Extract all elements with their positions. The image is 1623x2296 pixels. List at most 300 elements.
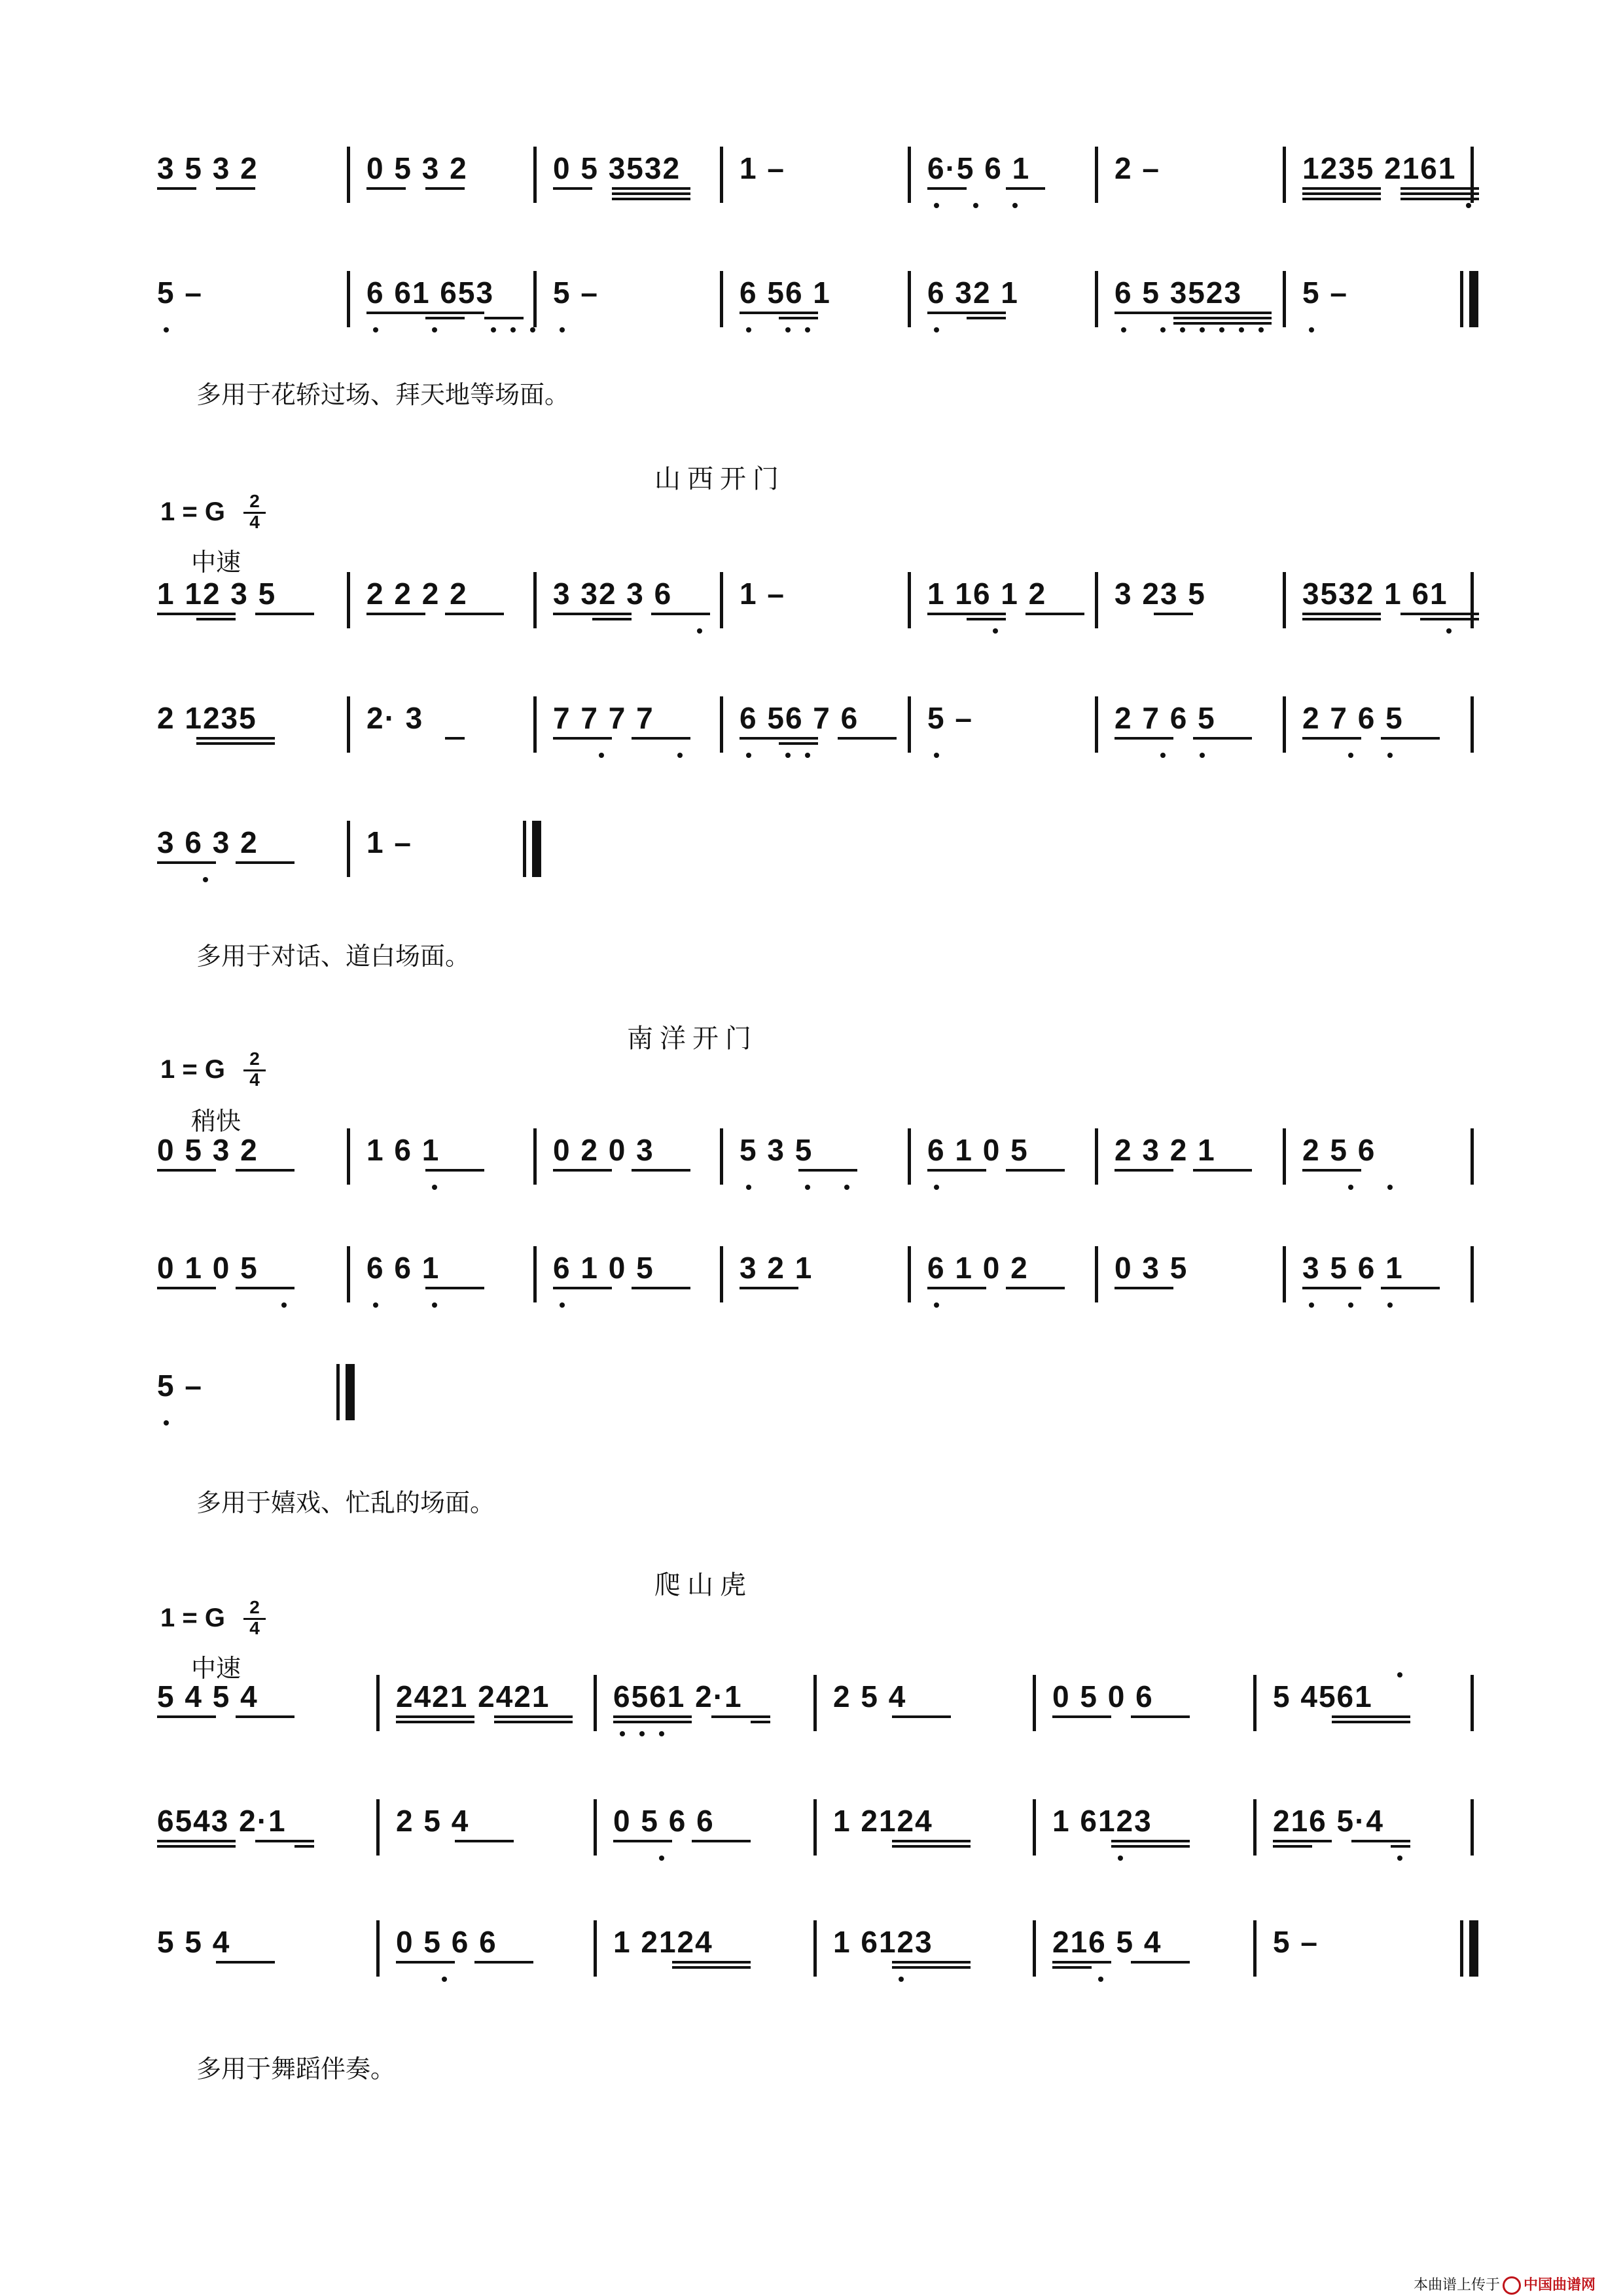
low-octave-dot (1466, 203, 1471, 208)
beam-underline (927, 1287, 986, 1289)
beam-underline (484, 317, 524, 319)
barline (1095, 572, 1098, 628)
measure (157, 262, 334, 340)
meter-denominator: 4 (249, 1069, 260, 1090)
low-octave-dot (993, 628, 998, 634)
measure (366, 137, 520, 216)
measure (553, 687, 707, 766)
low-octave-dot (1397, 1856, 1402, 1861)
measure-notes: 3 32 3 6 (553, 577, 673, 611)
beam-underline (1154, 613, 1193, 615)
key-signature: 1 = G (160, 1055, 225, 1084)
beam-underline (1302, 1287, 1361, 1289)
measure-notes: 2 2 2 2 (366, 577, 468, 611)
staff-row (157, 1237, 1479, 1316)
measure (366, 812, 520, 890)
barline (1095, 1246, 1098, 1302)
measure (366, 1119, 520, 1198)
beam-underline (1026, 613, 1084, 615)
beam-underline (157, 1169, 216, 1172)
beam-underline (396, 1961, 455, 1964)
measure (1273, 1790, 1457, 1869)
barline (908, 1246, 911, 1302)
barline (1471, 1128, 1474, 1185)
meter-denominator: 4 (249, 512, 260, 532)
low-octave-dot (1309, 1302, 1314, 1308)
measure-notes: 5 – (553, 276, 599, 310)
barline (720, 572, 723, 628)
measure-notes: 6 1 0 2 (927, 1251, 1029, 1285)
beam-underline (613, 1721, 692, 1723)
low-octave-dot (934, 1185, 939, 1190)
beam-underline (216, 187, 255, 190)
measure-notes: 6 5 3523 (1115, 276, 1243, 310)
measure (553, 1237, 707, 1316)
low-octave-dot (1121, 327, 1126, 332)
measure (740, 137, 895, 216)
measure (740, 262, 895, 340)
measure (1115, 1237, 1270, 1316)
low-octave-dot (659, 1731, 664, 1736)
measure (366, 262, 520, 340)
measure (613, 1911, 800, 1990)
beam-underline (236, 1287, 294, 1289)
beam-underline (553, 1287, 612, 1289)
beam-underline (967, 317, 1006, 319)
beam-underline (798, 1169, 857, 1172)
barline (1253, 1675, 1257, 1731)
barline (347, 1128, 350, 1185)
beam-underline (494, 1715, 573, 1718)
barline (908, 1128, 911, 1185)
beam-underline (1302, 737, 1361, 740)
beam-underline (892, 1845, 971, 1848)
measure (740, 687, 895, 766)
low-octave-dot (1309, 327, 1314, 332)
low-octave-dot (805, 753, 810, 758)
measure-notes: 0 2 0 3 (553, 1133, 654, 1167)
beam-underline (1115, 737, 1173, 740)
tempo-marking: 稍快 (191, 1107, 241, 1136)
low-octave-dot (164, 327, 169, 332)
measure (1052, 1790, 1240, 1869)
beam-underline (1115, 1287, 1173, 1289)
measure-notes: 216 5 4 (1052, 1925, 1162, 1959)
measure (1302, 262, 1457, 340)
barline (533, 1128, 537, 1185)
beam-underline (892, 1840, 971, 1842)
measure (553, 1119, 707, 1198)
low-octave-dot (1118, 1856, 1123, 1861)
low-octave-dot (934, 753, 939, 758)
measure (740, 1119, 895, 1198)
measure-notes: 216 5·4 (1273, 1804, 1385, 1838)
tempo-marking: 中速 (191, 1654, 241, 1683)
measure-notes: 0 1 0 5 (157, 1251, 259, 1285)
footer (1414, 2274, 1596, 2295)
measure-notes: 0 5 0 6 (1052, 1679, 1154, 1713)
measure-notes: 1 6123 (1052, 1804, 1152, 1838)
beam-underline (1302, 187, 1381, 190)
measure-notes: 1 – (740, 577, 785, 611)
final-barline-thin (1460, 1920, 1463, 1977)
beam-underline (927, 187, 967, 190)
barline (720, 1128, 723, 1185)
measure (927, 262, 1082, 340)
measure (1302, 687, 1457, 766)
measure-notes: 5 – (157, 1369, 203, 1403)
low-octave-dot (620, 1731, 625, 1736)
measure-notes: 7 7 7 7 (553, 701, 654, 735)
staff-row (157, 137, 1479, 216)
barline (594, 1675, 597, 1731)
measure-notes: 5 4 5 4 (157, 1679, 259, 1713)
barline (1095, 147, 1098, 203)
measure-notes: 6 32 1 (927, 276, 1019, 310)
beam-underline (612, 198, 690, 200)
beam-underline (1302, 198, 1381, 200)
measure (1115, 137, 1270, 216)
beam-underline (196, 737, 275, 740)
barline (533, 1246, 537, 1302)
low-octave-dot (934, 1302, 939, 1308)
measure-notes: 2 5 6 (1302, 1133, 1376, 1167)
measure (1302, 563, 1457, 641)
measure-notes: 2 7 6 5 (1115, 701, 1216, 735)
low-octave-dot (599, 753, 604, 758)
measure (157, 1355, 334, 1433)
beam-underline (672, 1961, 751, 1964)
measure (157, 1119, 334, 1198)
beam-underline (236, 1169, 294, 1172)
measure (396, 1666, 580, 1744)
final-barline-thin (1460, 271, 1463, 327)
beam-underline (751, 1721, 770, 1723)
key-signature: 1 = G (160, 497, 225, 526)
beam-underline (1400, 613, 1479, 615)
measure (157, 812, 334, 890)
low-octave-dot (164, 1420, 169, 1426)
beam-underline (366, 187, 406, 190)
barline (1253, 1799, 1257, 1856)
barline (908, 696, 911, 753)
low-octave-dot (1160, 753, 1166, 758)
beam-underline (255, 1840, 314, 1842)
barline (347, 147, 350, 203)
barline (720, 147, 723, 203)
measure (366, 1237, 520, 1316)
beam-underline (779, 742, 818, 745)
low-octave-dot (281, 1302, 287, 1308)
barline (1283, 147, 1286, 203)
beam-underline (236, 861, 294, 864)
beam-underline (294, 1845, 314, 1848)
low-octave-dot (899, 1977, 904, 1982)
low-octave-dot (373, 1302, 378, 1308)
beam-underline (1006, 1169, 1065, 1172)
low-octave-dot (432, 327, 437, 332)
measure-notes: 1 6123 (833, 1925, 933, 1959)
low-octave-dot (639, 1731, 645, 1736)
beam-underline (1006, 1287, 1065, 1289)
measure (157, 687, 334, 766)
low-octave-dot (1098, 1977, 1103, 1982)
beam-underline (455, 1840, 514, 1842)
site-logo-icon (1503, 2276, 1521, 2295)
barline (1471, 696, 1474, 753)
low-octave-dot (805, 1185, 810, 1190)
measure (833, 1911, 1020, 1990)
beam-underline (157, 1715, 216, 1718)
low-octave-dot (1387, 1302, 1393, 1308)
staff-row (157, 687, 1479, 766)
barline (594, 1920, 597, 1977)
barline (720, 696, 723, 753)
measure (1052, 1666, 1240, 1744)
beam-underline (425, 1169, 484, 1172)
beam-underline (1131, 1715, 1190, 1718)
beam-underline (651, 613, 710, 615)
piece-title: 南洋开门 (627, 1024, 758, 1054)
measure-notes: 1 12 3 5 (157, 577, 277, 611)
measure (1115, 563, 1270, 641)
measure (157, 563, 334, 641)
barline (908, 271, 911, 327)
measure (613, 1666, 800, 1744)
barline (1471, 1246, 1474, 1302)
measure-notes: 3 5 3 2 (157, 151, 259, 185)
beam-underline (740, 737, 818, 740)
beam-underline (632, 1287, 690, 1289)
low-octave-dot (677, 753, 683, 758)
barline (1033, 1920, 1036, 1977)
measure-notes: 3 6 3 2 (157, 825, 259, 859)
barline (720, 271, 723, 327)
beam-underline (632, 737, 690, 740)
beam-underline (1302, 613, 1381, 615)
measure (157, 1790, 363, 1869)
measure-notes: 1 – (366, 825, 412, 859)
low-octave-dot (1180, 327, 1185, 332)
low-octave-dot (785, 327, 791, 332)
low-octave-dot (1446, 628, 1452, 634)
footer-text: 本曲谱上传于 (1414, 2277, 1501, 2293)
beam-underline (494, 1721, 573, 1723)
low-octave-dot (530, 327, 535, 332)
measure-notes: 5 5 4 (157, 1925, 231, 1959)
beam-underline (1302, 618, 1381, 620)
meter-denominator: 4 (249, 1618, 260, 1638)
beam-underline (157, 1845, 236, 1848)
final-barline-thin (336, 1364, 340, 1420)
low-octave-dot (1387, 753, 1393, 758)
measure (1302, 137, 1457, 216)
measure-notes: 0 5 6 6 (396, 1925, 497, 1959)
beam-underline (425, 1287, 484, 1289)
measure (157, 137, 334, 216)
beam-underline (474, 1961, 533, 1964)
barline (813, 1675, 817, 1731)
beam-underline (157, 1840, 236, 1842)
beam-underline (425, 317, 465, 319)
key-signature: 1 = G (160, 1604, 225, 1632)
beam-underline (740, 312, 818, 314)
measure (927, 1237, 1082, 1316)
low-octave-dot (491, 327, 496, 332)
measure (1302, 1237, 1457, 1316)
usage-note: 多用于嬉戏、忙乱的场面。 (196, 1488, 495, 1517)
beam-underline (157, 861, 216, 864)
measure-notes: 5 – (1273, 1925, 1319, 1959)
measure-notes: 3 2 1 (740, 1251, 813, 1285)
beam-underline (1381, 1287, 1440, 1289)
measure-notes: 2 – (1115, 151, 1160, 185)
low-octave-dot (844, 1185, 849, 1190)
beam-underline (396, 1715, 474, 1718)
barline (376, 1799, 380, 1856)
barline (1471, 572, 1474, 628)
beam-underline (1381, 737, 1440, 740)
barline (1283, 696, 1286, 753)
barline (1033, 1799, 1036, 1856)
low-octave-dot (746, 1185, 751, 1190)
measure-notes: 6 56 7 6 (740, 701, 859, 735)
low-octave-dot (560, 1302, 565, 1308)
beam-underline (255, 613, 314, 615)
beam-underline (1173, 317, 1272, 319)
barline (1095, 271, 1098, 327)
low-octave-dot (1348, 753, 1353, 758)
measure-notes: 6543 2·1 (157, 1804, 287, 1838)
barline (1471, 1675, 1474, 1731)
low-octave-dot (1387, 1185, 1393, 1190)
measure (740, 1237, 895, 1316)
beam-underline (1400, 187, 1479, 190)
barline (1283, 1128, 1286, 1185)
beam-underline (967, 618, 1006, 620)
measure-notes: 2· 3 (366, 701, 424, 735)
measure (1052, 1911, 1240, 1990)
beam-underline (1115, 1169, 1173, 1172)
measure-notes: 0 5 6 6 (613, 1804, 715, 1838)
measure-notes: 5 – (1302, 276, 1348, 310)
beam-underline (1332, 1715, 1410, 1718)
beam-underline (672, 1966, 751, 1969)
tempo-marking: 中速 (191, 548, 241, 577)
measure-notes: 1 16 1 2 (927, 577, 1047, 611)
beam-underline (553, 613, 632, 615)
beam-underline (692, 1840, 751, 1842)
measure-notes: 1 2124 (613, 1925, 713, 1959)
beam-underline (396, 1721, 474, 1723)
meter-numerator: 2 (249, 1597, 260, 1617)
beam-underline (1351, 1840, 1410, 1842)
measure (157, 1911, 363, 1990)
measure (1115, 1119, 1270, 1198)
measure (1115, 262, 1270, 340)
beam-underline (711, 1715, 770, 1718)
beam-underline (1052, 1966, 1092, 1969)
staff-row (157, 1355, 1479, 1433)
measure (833, 1666, 1020, 1744)
low-octave-dot (203, 877, 208, 882)
beam-underline (1173, 322, 1272, 325)
beam-underline (612, 187, 690, 190)
barline (1095, 1128, 1098, 1185)
measure (553, 137, 707, 216)
beam-underline (216, 1961, 275, 1964)
beam-underline (1006, 187, 1045, 190)
barline (533, 572, 537, 628)
low-octave-dot (934, 203, 939, 208)
final-barline-thick (532, 821, 541, 877)
measure (1302, 1119, 1457, 1198)
beam-underline (236, 1715, 294, 1718)
beam-underline (1052, 1715, 1111, 1718)
beam-underline (366, 613, 425, 615)
footer-brand: 中国曲谱网 (1524, 2277, 1596, 2293)
low-octave-dot (432, 1185, 437, 1190)
measure (157, 1666, 363, 1744)
measure-notes: 3 23 5 (1115, 577, 1206, 611)
measure-notes: 2 3 2 1 (1115, 1133, 1216, 1167)
barline (1253, 1920, 1257, 1977)
measure-notes: 2421 2421 (396, 1679, 550, 1713)
measure (927, 137, 1082, 216)
measure-notes: 1 – (740, 151, 785, 185)
measure-notes: 5 – (157, 276, 203, 310)
barline (1471, 1799, 1474, 1856)
measure (553, 262, 707, 340)
low-octave-dot (659, 1856, 664, 1861)
measure-notes: 6 1 0 5 (553, 1251, 654, 1285)
staff-row (157, 812, 1479, 890)
low-octave-dot (442, 1977, 447, 1982)
low-octave-dot (1219, 327, 1224, 332)
final-barline-thick (346, 1364, 355, 1420)
measure-notes: 6 56 1 (740, 276, 831, 310)
low-octave-dot (746, 753, 751, 758)
barline (347, 821, 350, 877)
low-octave-dot (973, 203, 978, 208)
measure (1115, 687, 1270, 766)
barline (1095, 696, 1098, 753)
measure-notes: 6 61 653 (366, 276, 495, 310)
beam-underline (1302, 192, 1381, 195)
beam-underline (740, 1287, 798, 1289)
measure-notes: 6561 2·1 (613, 1679, 743, 1713)
measure-notes: 0 5 3 2 (366, 151, 468, 185)
beam-underline (613, 1840, 672, 1842)
beam-underline (1273, 1845, 1312, 1848)
low-octave-dot (432, 1302, 437, 1308)
low-octave-dot (1239, 327, 1244, 332)
staff-row (157, 1666, 1479, 1744)
beam-underline (1111, 1840, 1190, 1842)
measure (396, 1790, 580, 1869)
beam-underline (1115, 312, 1272, 314)
low-octave-dot (785, 753, 791, 758)
final-barline-thick (1469, 271, 1478, 327)
measure-notes: 2 5 4 (833, 1679, 907, 1713)
beam-underline (612, 192, 690, 195)
measure (157, 1237, 334, 1316)
barline (594, 1799, 597, 1856)
barline (1283, 271, 1286, 327)
low-octave-dot (1012, 203, 1018, 208)
low-octave-dot (1348, 1185, 1353, 1190)
low-octave-dot (510, 327, 516, 332)
